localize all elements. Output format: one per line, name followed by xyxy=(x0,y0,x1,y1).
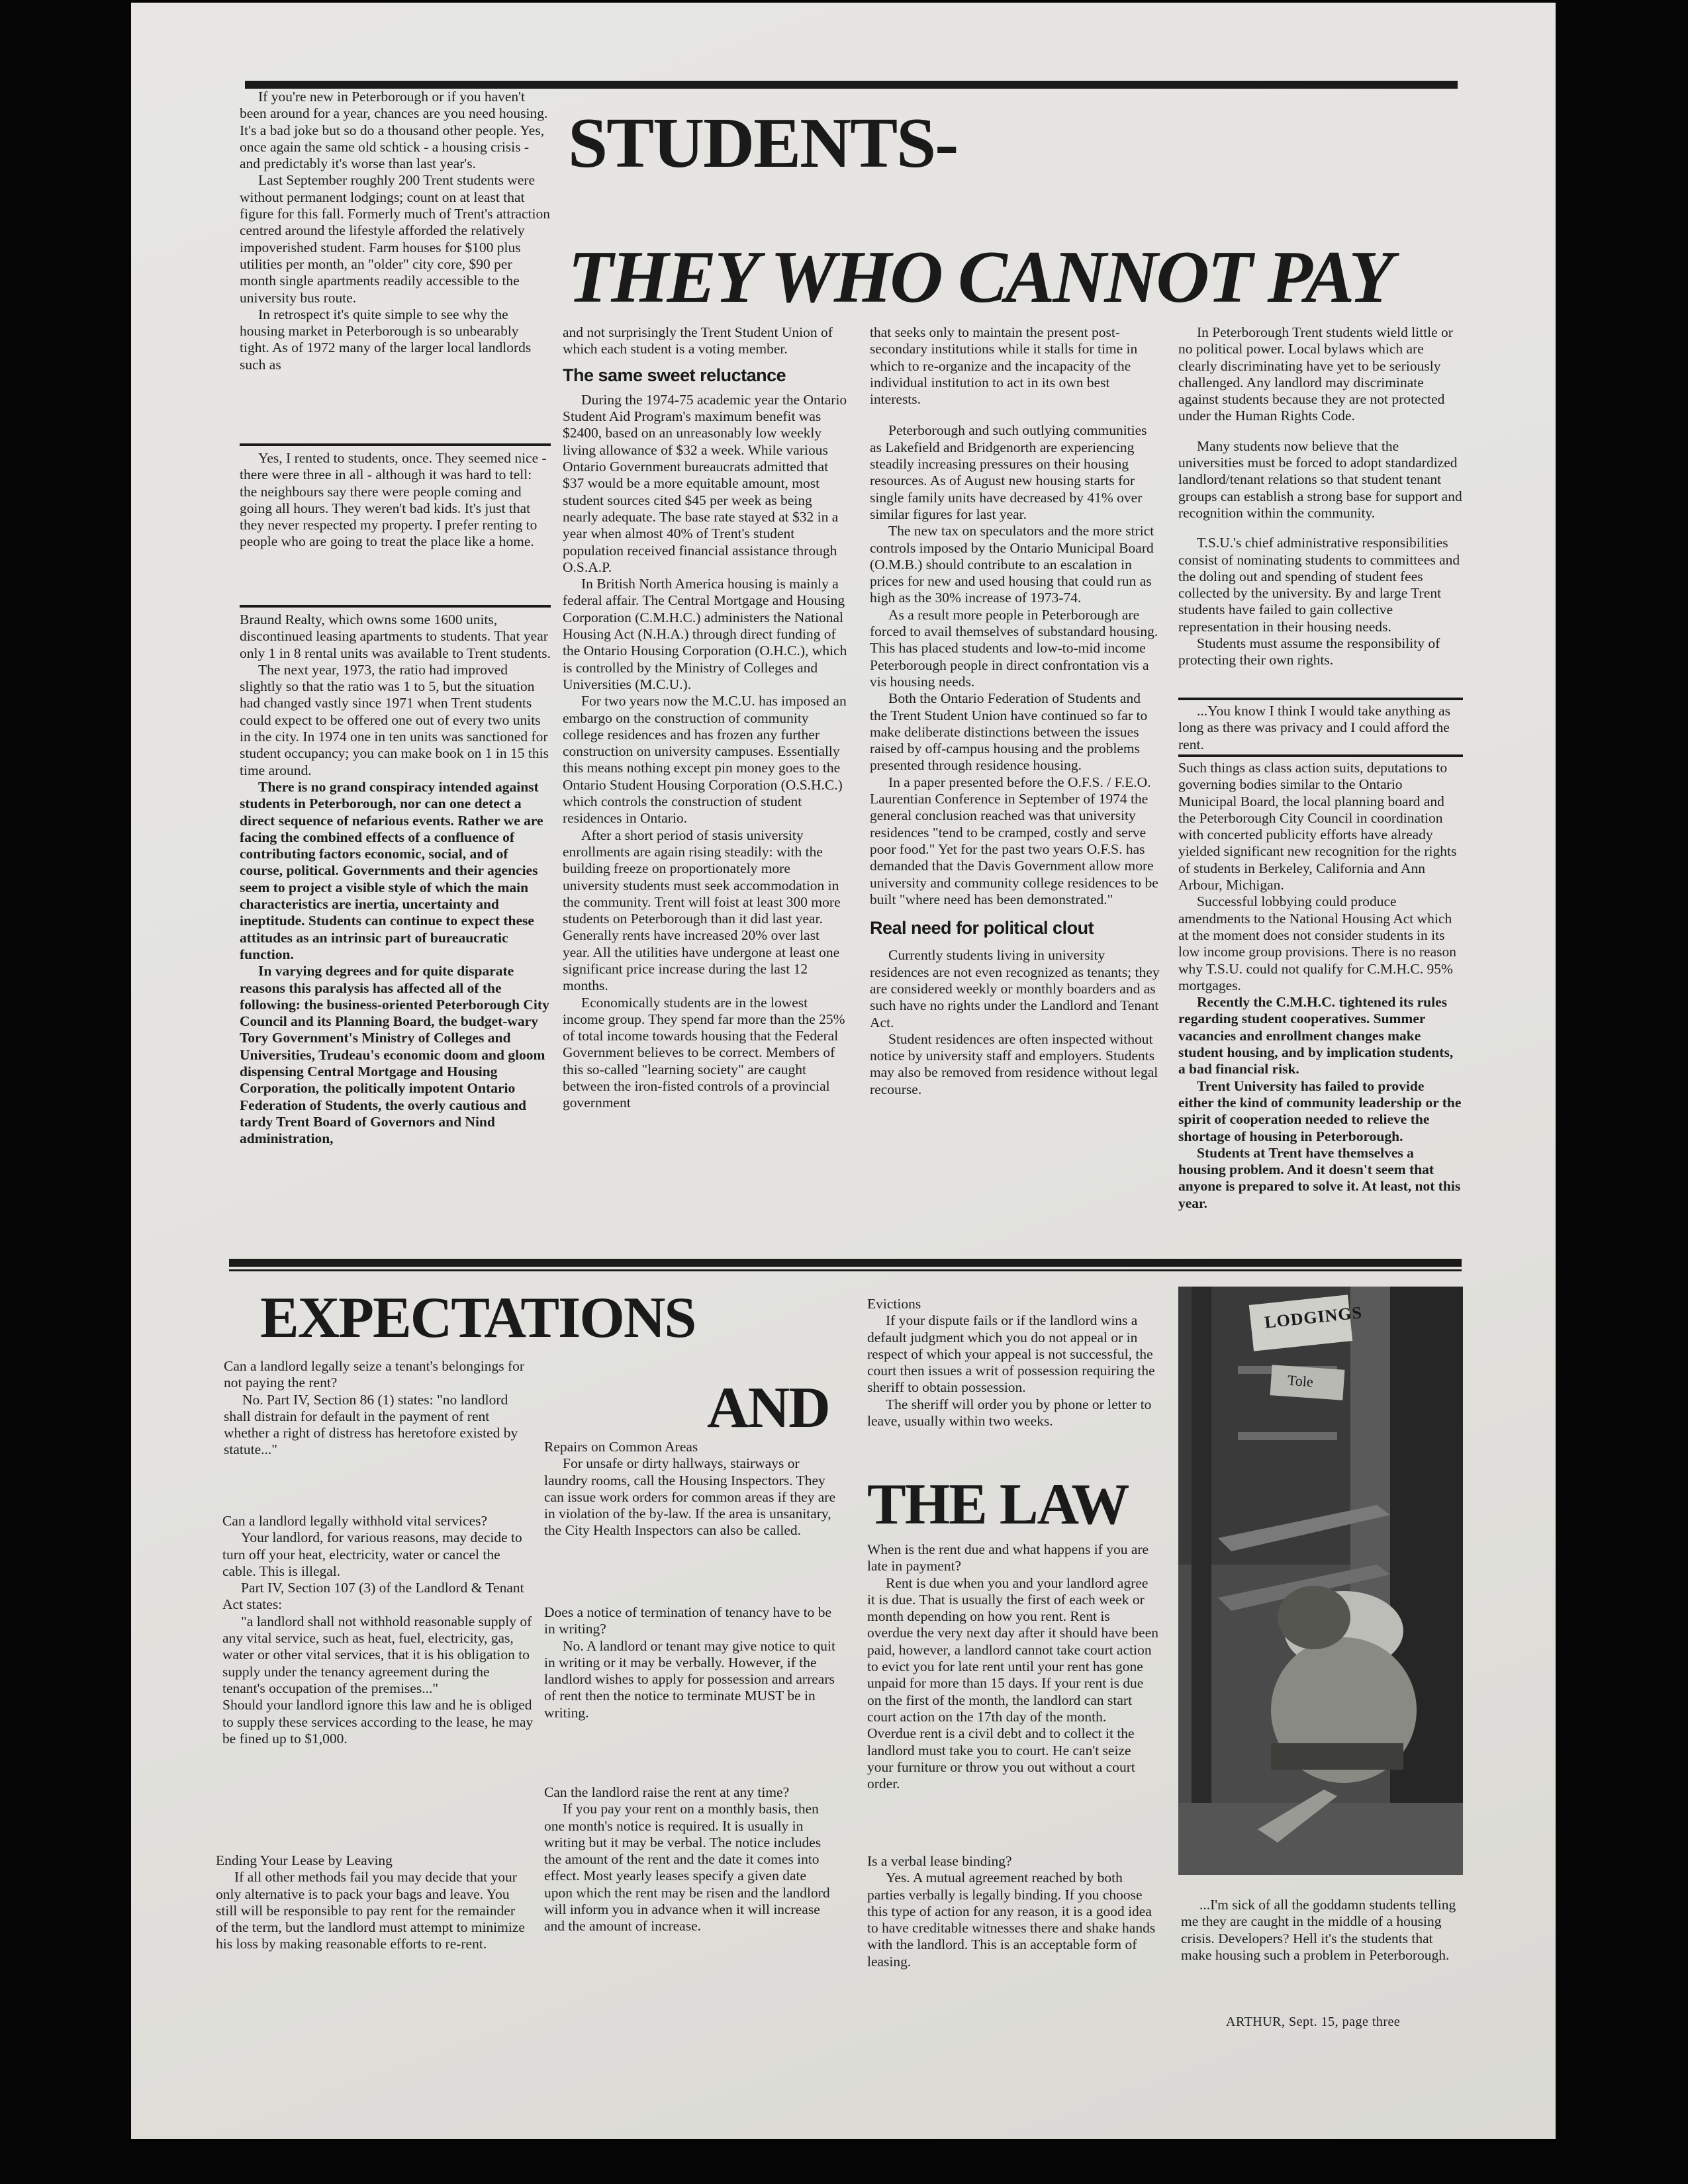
paragraph: Recently the C.M.H.C. tightened its rules regarding student cooperatives. Summer vacancies and enrollment changes make student housing, and by implication students, a bad financial risk. xyxy=(1178,994,1454,1077)
paragraph: Peterborough and such outlying communities as Lakefield and Bridgenorth are experiencing steadily increasing pressures on their housing resources. As of August new housing starts for single family units have decreased by 41% over similar figures for last year. xyxy=(870,422,1147,522)
law-col1-top xyxy=(224,1358,535,1471)
law-col2-bottom xyxy=(544,1784,835,1996)
sign-lodgings: LODGINGS xyxy=(1263,1302,1364,1332)
question: Can a landlord legally withhold vital services? xyxy=(222,1513,488,1529)
paragraph: Braund Realty, which owns some 1600 units, discontinued leasing apartments to students. That year only 1 in 8 rental units was available to Trent students. xyxy=(240,612,551,661)
answer: If you pay your rent on a monthly basis, then one month's notice is required. It is usually in writing but it may be verbal. The notice includes the amount of the rent and the date it comes into effect. Most yearly leases specify a given date upon which the rent may be risen and the landlord will inform you in advance when it will increase and the amount of increase. xyxy=(544,1801,830,1934)
paragraph: The next year, 1973, the ratio had improved slightly so that the ratio was 1 to 5, but the situation had changed vastly since 1971 when Trent students could expect to be offered one out of every two units in the city. In 1974 one in ten units was sanctioned for student occupancy; you can make book on 1 in 15 this time around. xyxy=(240,661,549,778)
paragraph: In varying degrees and for quite disparate reasons this paralysis has affected all of the following: the business-oriented Peterborough City Council and its Planning Board, the budget-wary Tory Government's Ministry of Colleges and Universities, Trudeau's economic doom and gloom dispensing Central Mortgage and Housing Corporation, the politically impotent Ontario Federation of Students, the overly cautious and tardy Trent Board of Governors and Nind administration, xyxy=(240,963,549,1147)
answer: Rent is due when you and your landlord agree it is due. That is usually the first of each week or month depending on how you rent. Rent is overdue the very next day after it should have been paid, however, a landlord cannot take court action to evict you for late rent until your rent has gone unpaid for more than 15 days. If your rent is due on the first of the month, the landlord can start court action on the 17th day of the month. Overdue rent is a civil debt and to collect it the landlord must take you to court. He can't seize your furniture or throw you out without a court order. xyxy=(867,1574,1158,1792)
paragraph: Currently students living in university residences are not even recognized as tenants; they are considered weekly or monthly boarders and as such have no rights under the Landlord and Tenant Act. xyxy=(870,947,1160,1030)
page-footer: ARTHUR, Sept. 15, page three xyxy=(1226,2015,1401,2029)
paragraph: that seeks only to maintain the present post-secondary institutions while it stalls for time in which to re-organize and the incapacity of the individual institution to act in its own best interests. xyxy=(870,324,1138,408)
paragraph: Last September roughly 200 Trent students were without permanent lodgings; count on at least that figure for this fall. Formerly much of Trent's attraction centred around the lifestyle afforded the relatively impoverished student. Farm houses for $100 plus utilities per month, an "older" city core, $90 per month single apartments readily accessible to the university bus route. xyxy=(240,172,551,306)
col2-subheading: The same sweet reluctance xyxy=(563,365,786,385)
paragraph: In a paper presented before the O.F.S. / F.E.O. Laurentian Conference in September of 1974 the general conclusion reached was that university residences "tend to be cramped, costly and serve poor food." Yet for the past two years O.F.S. has demanded that the Davis Government allow more university and community college residences to be built "where need has been demonstrated." xyxy=(870,774,1158,907)
top-rule xyxy=(245,81,1458,89)
paragraph: and not surprisingly the Trent Student Union of which each student is a voting member. xyxy=(563,324,833,357)
paragraph: Many students now believe that the universities must be forced to adopt standardized landlord/tenant relations so that student tenant groups can establish a strong base for support and recognition within the community. xyxy=(1178,437,1462,521)
law-col2-middle xyxy=(544,1604,835,1743)
col4-quote-rule-bottom xyxy=(1178,754,1463,757)
law-col3-bottom xyxy=(867,1853,1158,1992)
question: Does a notice of termination of tenancy have to be in writing? xyxy=(544,1604,832,1637)
law-col1-bottom xyxy=(216,1852,527,1995)
pull-quote: ...You know I think I would take anything as long as there was privacy and I could afford the rent. xyxy=(1178,703,1451,752)
sign-tole: Tole xyxy=(1287,1371,1314,1390)
law-title-and: AND xyxy=(707,1376,829,1440)
answer: If all other methods fail you may decide that your only alternative is to pack your bags and leave. You still will be responsible to pay rent for the remainder of the term, but the landlord must attempt to minimize his loss by making reasonable efforts to re-rent. xyxy=(216,1869,525,1952)
answer: Should your landlord ignore this law and he is obliged to supply these services according to the lease, he may be fined up to $1,000. xyxy=(222,1697,534,1747)
paragraph: Students at Trent have themselves a housing problem. And it doesn't seem that anyone is prepared to solve it. At least, not this year. xyxy=(1178,1144,1461,1211)
paragraph: Trent University has failed to provide either the kind of community leadership or the spirit of cooperation needed to relieve the shortage of housing in Peterborough. xyxy=(1178,1077,1462,1144)
paragraph: After a short period of stasis university enrollments are again rising steadily: with the building freeze on proportionately more university students must seek accommodation in the community. Trent will foist at least 300 more students on Peterborough than it did last year. Generally rents have increased 20% over last year. All the utilities have undergone at least one significant price increase during the last 12 months. xyxy=(563,827,841,994)
col4-quote xyxy=(1178,703,1463,754)
answer: If your dispute fails or if the landlord wins a default judgment which you do not appeal or in respect of which your appeal is not successful, the court then issues a writ of possession requiring the sheriff to obtain possession. xyxy=(867,1312,1155,1396)
col3 xyxy=(870,324,1161,1248)
col1-intro xyxy=(240,89,551,433)
paragraph: Such things as class action suits, deputations to governing bodies similar to the Ontario Municipal Board, the local planning board and the Peterborough City Council in coordination with concerted publicity efforts have already yielded significant new recognition for the rights of students in Berkeley, California and Ann Arbour, Michigan. xyxy=(1178,760,1457,893)
answer: The sheriff will order you by phone or letter to leave, usually within two weeks. xyxy=(867,1396,1152,1430)
answer: "a landlord shall not withhold reasonable supply of any vital service, such as heat, fuel, electricity, gas, water or other vital services, that it is his obligation to supply under the tenancy agreement during the tenant's occupation of the premises..." xyxy=(222,1613,532,1696)
law-col3-middle xyxy=(867,1541,1158,1833)
answer: Part IV, Section 107 (3) of the Landlord & Tenant Act states: xyxy=(222,1580,524,1613)
paragraph: In Peterborough Trent students wield little or no political power. Local bylaws which are clearly discriminating have yet to be seriously challenged. Any landlord may discriminate against students because they are not protected under the Human Rights Code. xyxy=(1178,324,1453,424)
question: Can the landlord raise the rent at any time? xyxy=(544,1784,790,1800)
paragraph: As a result more people in Peterborough are forced to avail themselves of substandard housing. This has placed students and low-to-mid income Peterborough people in direct confrontation vis a vis housing needs. xyxy=(870,606,1158,690)
quote-rule-top xyxy=(240,443,551,446)
answer: For unsafe or dirty hallways, stairways or laundry rooms, call the Housing Inspectors. They can issue work orders for common areas if they are in violation of the by-law. If the area is unsanitary, the City Health Inspectors can also be called. xyxy=(544,1455,835,1539)
illustration-lodgings xyxy=(1178,1287,1463,1875)
law-col2-top xyxy=(544,1439,835,1571)
law-title-expectations: EXPECTATIONS xyxy=(260,1286,696,1350)
paragraph: In British North America housing is mainly a federal affair. The Central Mortgage and Housing Corporation (C.M.H.C.) administers the National Housing Act (N.H.A.) through direct funding of the Ontario Housing Corporation (O.H.C.), which is controlled by the Ministry of Colleges and Universities (M.C.U.). xyxy=(563,576,847,692)
law-col3-top xyxy=(867,1296,1158,1475)
paragraph: During the 1974-75 academic year the Ontario Student Aid Program's maximum benefit was $2400, based on an unreasonably low weekly living allowance of $32 a week. While various Ontario Government bureaucrats admitted that $37 would be a more equitable amount, most student sources cited $45 per week as being nearly adequate. The base rate stayed at $32 in a year when almost 40% of Trent's student population received financial assistance through O.S.A.P. xyxy=(563,391,847,575)
paragraph: Economically students are in the lowest income group. They spend far more than the 25% of total income towards housing that the Federal Government believes to be correct. Members of this so-called "learning society" are caught between the iron-fisted controls of a provincial government xyxy=(563,994,845,1111)
answer: No. A landlord or tenant may give notice to quit in writing or it may be verbally. However, if the landlord wishes to apply for possession and arrears of rent then the notice to terminate MUST be in writing. xyxy=(544,1637,836,1721)
illustration-drawing xyxy=(1178,1287,1463,1875)
question: Evictions xyxy=(867,1296,921,1312)
paragraph: The new tax on speculators and the more strict controls imposed by the Ontario Municipal Board (O.M.B.) should contribute to an escalation in prices for new and used housing that could run as high as the 30% increase of 1973-74. xyxy=(870,523,1154,606)
headline-main: STUDENTS- xyxy=(568,104,958,183)
col1-body xyxy=(240,612,551,1247)
middle-rule-thin xyxy=(229,1269,1462,1271)
paragraph: Successful lobbying could produce amendments to the National Housing Act which at the moment does not consider students in its low income group provisions. There is no reason why T.S.U. could not qualify for C.M.H.C. 95% mortgages. xyxy=(1178,893,1456,993)
illustration-caption xyxy=(1181,1897,1466,1984)
paragraph: T.S.U.'s chief administrative responsibilities consist of nominating students to committees and the doling out and spending of student fees collected by the university. By and large Trent students have failed to gain collective representation in their housing needs. xyxy=(1178,535,1460,635)
paragraph: If you're new in Peterborough or if you haven't been around for a year, chances are you need housing. It's a bad joke but so do a thousand other people. Yes, once again the same old schtick - a housing crisis - and predictably it's worse than last year's. xyxy=(240,89,548,172)
pull-quote: Yes, I rented to students, once. They seemed nice - there were three in all - although it was hard to tell: the neighbours say there were people coming and going all hours. They weren't bad kids. It's just that they never respected my property. I prefer renting to people who are going to treat the place like a home. xyxy=(240,450,547,550)
question: Can a landlord legally seize a tenant's belongings for not paying the rent? xyxy=(224,1358,525,1391)
col2 xyxy=(563,324,849,1248)
paragraph: For two years now the M.C.U. has imposed an embargo on the construction of community college residences and has frozen any further construction on university campuses. Essentially this means nothing except pin money goes to the Ontario Student Housing Corporation (O.S.H.C.) which controls the construction of student residences in Ontario. xyxy=(563,693,847,827)
question: Repairs on Common Areas xyxy=(544,1439,698,1455)
col4-quote-rule-top xyxy=(1178,698,1463,700)
law-col1-middle xyxy=(222,1513,534,1831)
question: Ending Your Lease by Leaving xyxy=(216,1852,393,1868)
question: When is the rent due and what happens if you are late in payment? xyxy=(867,1541,1149,1574)
paragraph: Students must assume the responsibility of protecting their own rights. xyxy=(1178,635,1440,668)
law-title-the-law: THE LAW xyxy=(867,1473,1129,1537)
answer: No. Part IV, Section 86 (1) states: "no landlord shall distrain for default in the payment of rent whether a right of distress has heretofore existed by statute..." xyxy=(224,1391,518,1458)
col3-subheading: Real need for political clout xyxy=(870,918,1094,938)
newspaper-page xyxy=(131,3,1556,2139)
paragraph: Student residences are often inspected without notice by university staff and employers. Students may also be removed from residence without legal recourse. xyxy=(870,1030,1158,1097)
col4-body2 xyxy=(1178,760,1463,1250)
caption-quote: ...I'm sick of all the goddamn students telling me they are caught in the middle of a housing crisis. Developers? Hell it's the students that make housing such a problem in Peterborough. xyxy=(1181,1897,1456,1963)
col1-quote xyxy=(240,450,551,602)
col4-body xyxy=(1178,324,1463,695)
paragraph: There is no grand conspiracy intended against students in Peterborough, nor can one detect a direct sequence of nefarious events. Rather we are facing the combined effects of a confluence of contributing factors economic, social, and of course, political. Governments and their agencies seem to project a visible style of which the main characteristics are inertia, uncertainty and ineptitude. Students can continue to expect these attitudes as an intrinsic part of bureaucratic function. xyxy=(240,778,543,962)
answer: Your landlord, for various reasons, may decide to turn off your heat, electricity, water or cancel the cable. This is illegal. xyxy=(222,1529,522,1579)
quote-rule-bottom xyxy=(240,605,551,608)
paragraph: In retrospect it's quite simple to see why the housing market in Peterborough is so unbearably tight. As of 1972 many of the larger local landlords such as xyxy=(240,306,532,373)
answer: Yes. A mutual agreement reached by both parties verbally is legally binding. If you choose this type of action for any reason, it is a good idea to have creditable witnesses there and shake hands with the landlord. This is an acceptable form of leasing. xyxy=(867,1870,1156,1970)
paragraph: Both the Ontario Federation of Students and the Trent Student Union have continued so far to make deliberate distinctions between the issues raised by off-campus housing and the problems presented through residence housing. xyxy=(870,690,1148,774)
question: Is a verbal lease binding? xyxy=(867,1853,1012,1869)
middle-rule xyxy=(229,1259,1462,1267)
headline-sub: THEY WHO CANNOT PAY xyxy=(568,236,1392,318)
